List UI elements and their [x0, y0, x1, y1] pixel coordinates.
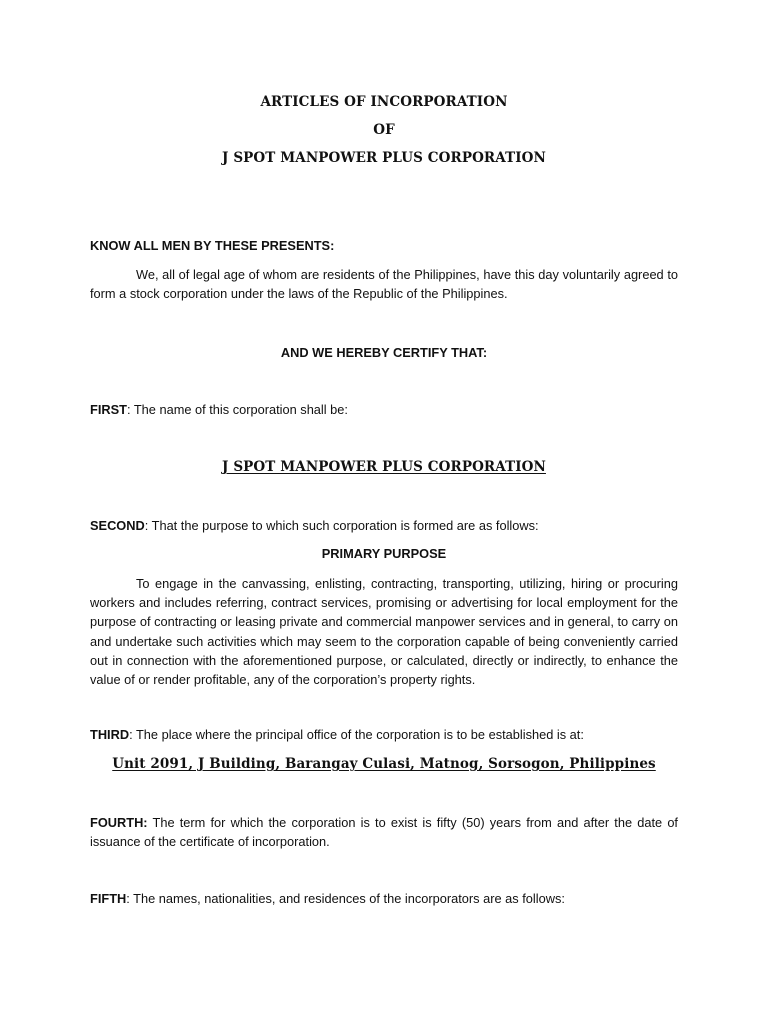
corporation-name: J SPOT MANPOWER PLUS CORPORATION [222, 459, 546, 475]
preamble-paragraph: We, all of legal age of whom are residents of the Philippines, have this day voluntarily agreed to form a stock corporation under the laws of the Republic of the Philippines. [90, 267, 678, 302]
article-third-text: : The place where the principal office of the corporation is to be established is at: [129, 727, 584, 742]
article-second-text: : That the purpose to which such corporation is formed are as follows: [144, 518, 539, 533]
preamble-heading: KNOW ALL MEN BY THESE PRESENTS: [90, 238, 335, 253]
article-third [90, 727, 584, 742]
title-line-2: OF [373, 122, 395, 138]
article-second-label: SECOND [90, 518, 145, 533]
article-third-label: THIRD [90, 727, 130, 742]
principal-office-address: Unit 2091, J Building, Barangay Culasi, Matnog, Sorsogon, Philippines [112, 756, 656, 772]
title-line-1: ARTICLES OF INCORPORATION [260, 94, 508, 110]
article-fourth-text: The term for which the corporation is to exist is fifty (50) years from and after the date of issuance of the certificate of incorporation. [90, 815, 678, 850]
article-first [90, 402, 348, 417]
article-fifth-label: FIFTH [90, 891, 127, 906]
primary-purpose-heading: PRIMARY PURPOSE [321, 546, 447, 561]
article-fifth [90, 891, 565, 906]
article-fourth [90, 813, 678, 851]
primary-purpose-paragraph: To engage in the canvassing, enlisting, contracting, transporting, utilizing, hiring or procuring workers and includes referring, contract services, promising or advertising for local employment for the purpose of contracting or leasing private and commercial manpower services and in general, to carry on and undertake such activities which may seem to the corporation capable of being conveniently carried out in connection with the aforementioned purpose, or calculated, directly or indirectly, to enhance the value of or render profitable, any of the corporation’s property rights. [90, 576, 678, 688]
article-fourth-label: FOURTH: [90, 815, 148, 830]
article-second [90, 518, 539, 533]
article-first-text: : The name of this corporation shall be: [126, 402, 348, 417]
article-first-label: FIRST [90, 402, 127, 417]
article-fifth-text: : The names, nationalities, and residences of the incorporators are as follows: [126, 891, 565, 906]
title-line-3: J SPOT MANPOWER PLUS CORPORATION [222, 150, 546, 166]
certify-heading: AND WE HEREBY CERTIFY THAT: [280, 345, 488, 360]
